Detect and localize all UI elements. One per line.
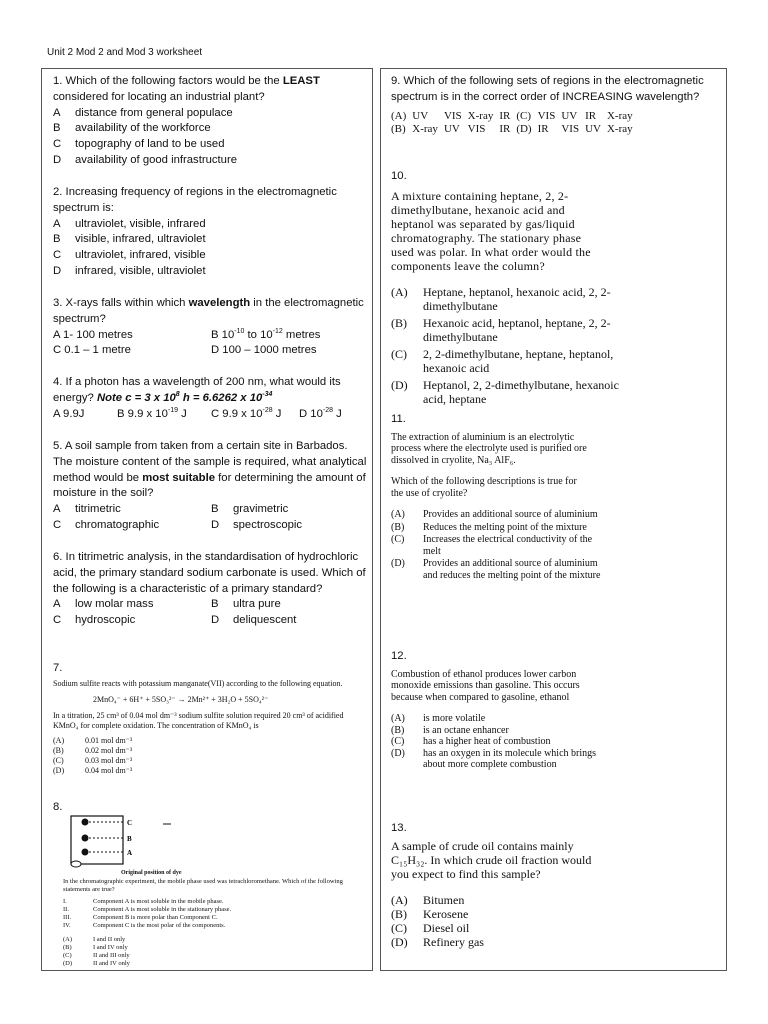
spot-label-a: A bbox=[127, 849, 133, 857]
question-1: 1. Which of the following factors would be the LEAST considered for locating an industrial plant? A distance from general populace B availability of the workforce C topography of land to be used D availability of good infrastructure bbox=[53, 75, 320, 166]
question-9: 9. Which of the following sets of regions in the electromagnetic spectrum is in the correct order of INCREASING wavelength? (A) UV VIS X-ray IR (C) VIS UV IR X-ray (B) X-ray UV VIS IR (D) IR VIS UV X-ray bbox=[391, 75, 704, 135]
question-12: 12. Combustion of ethanol produces lower carbon monoxide emissions than gasoline. This occurs because when compared to gasoline, ethanol (A) is more volatile (B) is an octane enhancer (C) has a higher heat of combustion (D) has an oxygen in its molecule which brings about more complete combustion bbox=[391, 650, 597, 770]
worksheet-title: Unit 2 Mod 2 and Mod 3 worksheet bbox=[47, 47, 203, 58]
question-11: 11. The extraction of aluminium is an electrolytic process where the electrolyte used is purified ore dissolved in cryolite, Na₃ AlF₆. Which of the following descriptions is true for the use of cryolite? (A) Provides an additional source of aluminium (B) Reduces the melting point of the mixture (C) Increases the electrical conductivity of the melt (D) Provides an additional source of aluminium and reduces the melting point of the mixture bbox=[391, 413, 601, 581]
question-7: 7. Sodium sulfite reacts with potassium manganate(VII) according to the following equation. 2MnO₄⁻ + 6H⁺ + 5SO₃²⁻ → 2Mn²⁺ + 3H₂O + 5SO₄²⁻ In a titration, 25 cm³ of 0.04 mol dm⁻³ sodium sulfite solution required 20 cm³ of acidified KMnO₄ for complete oxidation. The concentration of KMnO₄ is (A) 0.01 mol dm⁻³ (B) 0.02 mol dm⁻³ (C) 0.03 mol dm⁻³ (D) 0.04 mol dm⁻³ bbox=[53, 662, 344, 775]
question-3: 3. X-rays falls within which wavelength in the electromagnetic spectrum? A 1- 100 metres B $10^{-10}$ to $10^{-12}$ metres C 0.1 – 1 metre D 100 – 1000 metres bbox=[53, 297, 364, 357]
question-13: 13. A sample of crude oil contains mainly C₁₅H₃₂. In which crude oil fraction would you expect to find this sample? (A) Bitumen (B) Kerosene (C) Diesel oil (D) Refinery gas bbox=[391, 822, 592, 949]
question-10: 10. A mixture containing heptane, 2, 2-dimethylbutane, hexanoic acid and heptanol was separated by gas/liquid chromatography. The stationary phase used was polar. In what order would the components leave the column? (A) Heptane, heptanol, hexanoic acid, 2, 2-dimethylbutane (B) Hexanoic acid, heptanol, heptane, 2, 2-dimethylbutane (C) 2, 2-dimethylbutane, heptane, heptanol, hexanoic acid (D) Heptanol, 2, 2-dimethylbutane, hexanoic acid, heptane bbox=[391, 170, 619, 406]
question-6: 6. In titrimetric analysis, in the standardisation of hydrochloric acid, the primary standard sodium carbonate is used. Which of the following is a characteristic of a primary standard? A low molar mass B ultra pure C hydroscopic D deliquescent bbox=[53, 551, 366, 627]
question-8: 8. C B A Original position of dye In the chromatographic experiment, the mobile phase used was tetrachloromethane. Which of the following statements are true? I. Component A is most soluble in the mobile phase. II. Component A is most soluble in the stationary phase. III. Component B is more polar than Component C. IV. Component C is the most polar of the components. (A) I and II only (B) I and IV only (C) II and III only (D) II and IV only bbox=[53, 801, 343, 967]
question-5: 5. A soil sample from taken from a certain site in Barbados. The moisture content of the sample is required, what analytical method would be most suitable for determining the amount of moisture in the soil? A titrimetric B gravimetric C chromatographic D spectroscopic bbox=[53, 440, 367, 531]
question-2: 2. Increasing frequency of regions in the electromagnetic spectrum is: A ultraviolet, visible, infrared B visible, infrared, ultraviolet C ultraviolet, infrared, visible D infrared, visible, ultraviolet bbox=[53, 186, 337, 277]
question-4: 4. If a photon has a wavelength of 200 nm, what would its energy? Note c = 3 x $10^8$ h = 6.6262 x $10^{-34}$ A 9.9J B 9.9 x $10^{-19}$ J C 9.9 x $10^{-28}$ J D $10^{-28}$ J bbox=[53, 376, 342, 420]
chromatogram-diagram bbox=[63, 814, 203, 874]
left-column bbox=[41, 68, 373, 971]
right-column bbox=[380, 68, 727, 971]
spot-label-c: C bbox=[127, 819, 133, 827]
spot-label-b: B bbox=[127, 835, 132, 843]
em-order-table: (A) UV VIS X-ray IR (C) VIS UV IR X-ray (B) X-ray UV VIS IR (D) IR VIS UV X-ray bbox=[391, 109, 633, 135]
